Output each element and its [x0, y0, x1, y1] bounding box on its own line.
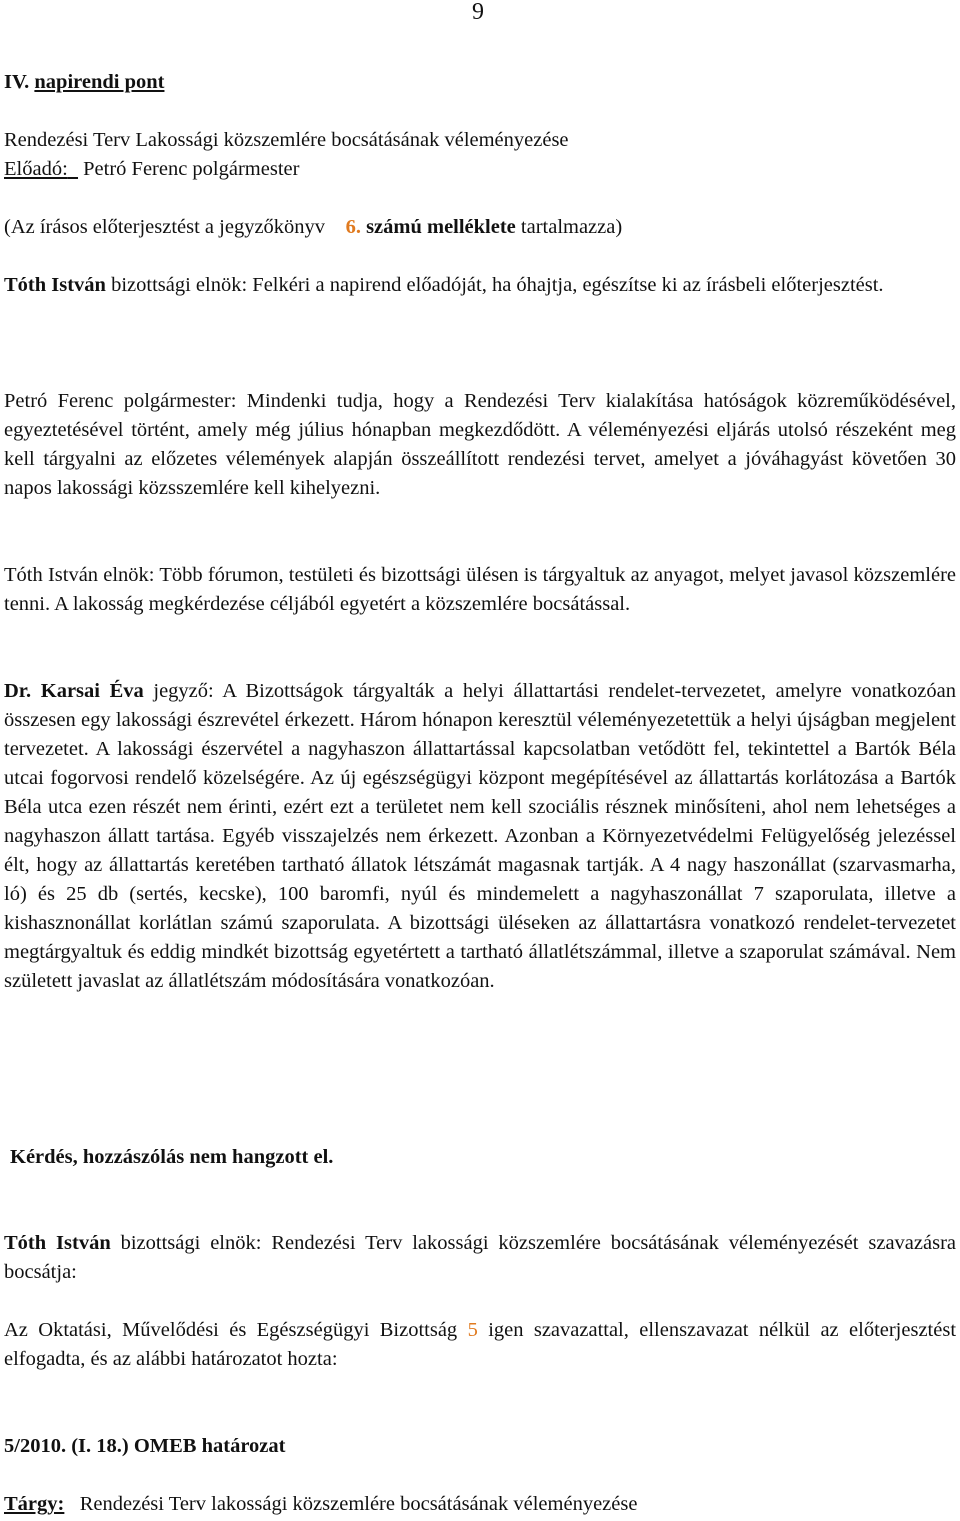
presenter-name: Petró Ferenc polgármester: [83, 158, 300, 180]
paragraph-text: A Bizottságok tárgyalták a helyi állattartási rendelet-tervezetet, amelyre vonatkozóan összesen egy lakossági észrevétel érkezett. Három hónapon keresztül véleményezetettük a helyi újságban megjelent tervezetet. A lakossági észervétel a nagyhaszon állattartással kapcsolatban vetődött fel, tekintettel a Bartók Béla utcai fogorvosi rendelő közelségére. Az új egészségügyi központ megépítésével az állattartás korlátozása a Bartók Béla utca ezen részét nem érinti, ezért ezt a területet nem kell szociális résznek minősíteni, ahol nem lehetséges a nagyhaszon állatt tartása. Egyéb visszajelzés nem érkezett. Azonban a Környezetvédelmi Felügyelőség jelezéssel élt, hogy az állattartás keretében tartható állatok létszámát magasnak tartják. A 4 nagy haszonállat (szarvasmarha, ló) és 25 db (sertés, kecske), 100 baromfi, nyúl és mindemelett a nagyhaszonállat 7 szaporulata, illetve a kishasznonállat korlátlan számú szaporulata. A bizottsági üléseken az állattartásra vonatkozó rendelet-tervezetet megtárgyaltuk és eddig mindkét bizottság egyetértett a tartható állatlétszámmal, illetve a szaporulat számával. Nem született javaslat az állatlétszám módosítására vonatkozóan.: [4, 680, 957, 992]
speaker-name: Karsai Éva: [40, 680, 144, 702]
resolution-id-text: 5/2010. (I. 18.) OMEB határozat: [4, 1435, 286, 1457]
attachment-number: 6.: [345, 216, 361, 238]
speaker-role: jegyző:: [153, 680, 214, 702]
presenter-line: [4, 155, 956, 184]
attachment-suffix: tartalmazza): [520, 216, 623, 238]
paragraph-vote-result: [4, 1316, 956, 1374]
section-roman: IV.: [4, 71, 30, 93]
speaker-name: Tóth István: [4, 274, 106, 296]
paragraph-chair-opinion: Tóth István elnök: Több fórumon, testületi és bizottsági ülésen is tárgyaltuk az anyagot, melyet javasol közszemlére tenni. A lakosság megkérdezése céljából egyetért a közszemlére bocsátással.: [4, 564, 956, 615]
attachment-line: [4, 213, 956, 242]
presenter-label: Előadó:: [4, 158, 68, 180]
speaker-name: Tóth István: [4, 1232, 111, 1254]
paragraph-text: Felkéri a napirend előadóját, ha óhajtja, egészítse ki az írásbeli előterjesztést.: [252, 274, 884, 296]
vote-after: igen szavazattal, ellenszavazat nélkül az előterjesztést elfogadta, és az alábbi határozatot hozta:: [4, 1319, 957, 1370]
questions-note: [10, 1143, 960, 1172]
paragraph-vote-call: [4, 1229, 956, 1287]
resolution-subject-label: Tárgy:: [4, 1493, 65, 1515]
page-number: 9: [472, 0, 484, 25]
resolution-subject: Rendezési Terv lakossági közszemlére bocsátásának véleményezése: [79, 1493, 638, 1515]
vote-count: 5: [467, 1319, 478, 1341]
paragraph-text: Rendezési Terv lakossági közszemlére bocsátásának véleményezését szavazásra bocsátja:: [4, 1232, 957, 1283]
resolution-subject-line: [4, 1490, 956, 1519]
speaker-role: bizottsági elnök:: [111, 274, 248, 296]
section-title: napirendi pont: [34, 71, 165, 93]
attachment-label: számú melléklete: [366, 216, 516, 238]
agenda-subject: Rendezési Terv Lakossági közszemlére bocsátásának véleményezése: [4, 129, 569, 151]
resolution-id: [4, 1432, 956, 1461]
speaker-title: Dr.: [4, 680, 32, 702]
speaker-role: bizottsági elnök:: [120, 1232, 262, 1254]
section-heading: [4, 68, 956, 97]
paragraph-chair-intro: [4, 271, 956, 300]
paragraph-notary: [4, 677, 956, 996]
questions-text: Kérdés, hozzászólás nem hangzott el.: [10, 1146, 334, 1168]
vote-before: Az Oktatási, Művelődési és Egészségügyi Bizottság: [4, 1319, 458, 1341]
paragraph-mayor: Petró Ferenc polgármester: Mindenki tudja, hogy a Rendezési Terv kialakítása hatóságok közreműködésével, egyeztetésével történt, amely még július hónapban megkezdődött. A véleményezési eljárás utolsó részeként meg kell tárgyalni az előzetes vélemények alapján összeállított rendezési tervet, amelyet a jóváhagyást követően 30 napos lakossági közsszemlére kell kihelyezni.: [4, 390, 956, 499]
attachment-prefix: (Az írásos előterjesztést a jegyzőkönyv: [4, 216, 326, 238]
